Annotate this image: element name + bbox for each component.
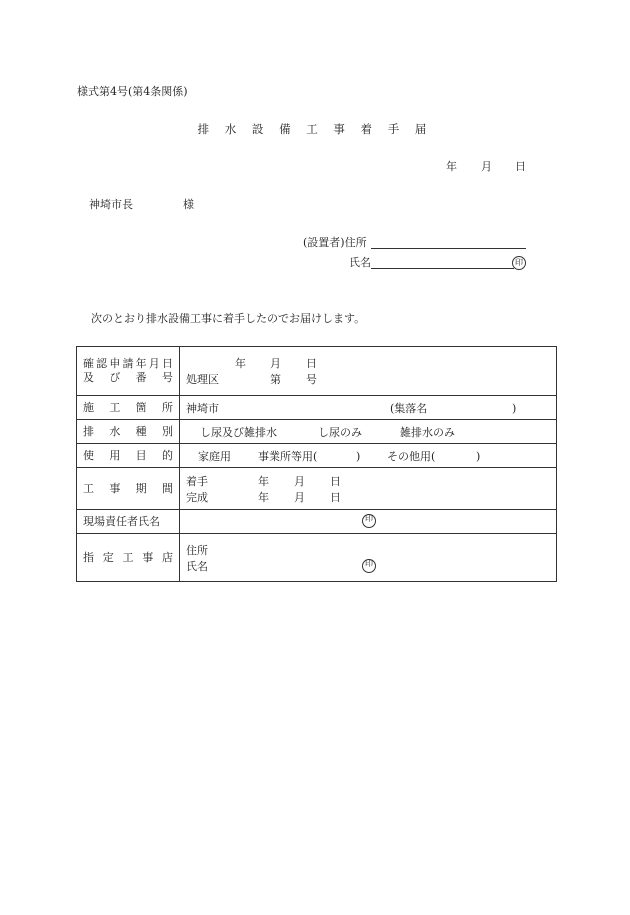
row-supervisor — [77, 510, 557, 534]
location-city: 神埼市 — [186, 401, 219, 415]
period-start-year: 年 — [258, 474, 269, 488]
applicant-name-label: 氏名 — [349, 256, 371, 269]
drainage-option-sewage-only[interactable]: し尿のみ — [318, 425, 362, 439]
purpose-household[interactable]: 家庭用 — [198, 449, 231, 463]
date-day: 日 — [515, 160, 526, 173]
confirm-day: 日 — [306, 356, 317, 370]
notice-text: 次のとおり排水設備工事に着手したのでお届けします。 — [91, 312, 366, 325]
number-suffix: 号 — [306, 372, 317, 386]
confirm-year: 年 — [235, 356, 246, 370]
purpose-business-close: ) — [356, 449, 361, 463]
label-confirmation-line2: 及 び 番 号 — [83, 371, 173, 384]
label-confirmation — [77, 347, 180, 396]
period-end-year: 年 — [258, 490, 269, 504]
supervisor-seal-icon: 印 — [362, 514, 376, 528]
date-year: 年 — [446, 160, 457, 173]
period-end-day: 日 — [330, 490, 341, 504]
contractor-seal-icon: 印 — [362, 559, 376, 573]
location-village-open: (集落名 — [390, 401, 428, 415]
field-supervisor[interactable] — [180, 510, 557, 534]
application-table — [76, 346, 557, 582]
applicant-name-line[interactable] — [371, 268, 514, 269]
form-number: 様式第4号(第4条関係) — [77, 85, 188, 98]
field-contractor[interactable] — [180, 534, 557, 582]
label-confirmation-line1: 確 認 申 請 年 月 日 — [83, 357, 173, 370]
period-start-label: 着手 — [186, 474, 208, 488]
period-end-month: 月 — [294, 490, 305, 504]
number-prefix: 第 — [270, 372, 281, 386]
label-supervisor: 現場責任者氏名 — [77, 510, 180, 534]
label-contractor: 指 定 工 事 店 — [77, 534, 180, 582]
label-period: 工 事 期 間 — [77, 468, 180, 510]
document-title: 排 水 設 備 工 事 着 手 届 — [197, 122, 433, 136]
contractor-name-label: 氏名 — [186, 559, 208, 573]
field-period[interactable] — [180, 468, 557, 510]
confirm-month: 月 — [270, 356, 281, 370]
row-location — [77, 396, 557, 420]
addressee-honorific: 様 — [183, 198, 194, 211]
row-drainage-type — [77, 420, 557, 444]
field-purpose[interactable] — [180, 444, 557, 468]
label-drainage-type: 排 水 種 別 — [77, 420, 180, 444]
drainage-option-both[interactable]: し尿及び雑排水 — [200, 425, 277, 439]
period-start-month: 月 — [294, 474, 305, 488]
label-location: 施 工 箇 所 — [77, 396, 180, 420]
applicant-address-label: (設置者)住所 — [303, 236, 367, 249]
field-confirmation[interactable] — [180, 347, 557, 396]
date-month: 月 — [481, 160, 492, 173]
field-drainage-type[interactable] — [180, 420, 557, 444]
row-confirmation — [77, 347, 557, 396]
purpose-business[interactable]: 事業所等用( — [258, 449, 318, 463]
purpose-other-close: ) — [476, 449, 481, 463]
row-contractor — [77, 534, 557, 582]
addressee-name: 神埼市長 — [89, 198, 133, 211]
drainage-option-gray-only[interactable]: 雑排水のみ — [400, 425, 455, 439]
label-purpose: 使 用 目 的 — [77, 444, 180, 468]
field-location[interactable] — [180, 396, 557, 420]
contractor-address-label: 住所 — [186, 543, 208, 557]
row-purpose — [77, 444, 557, 468]
applicant-address-line[interactable] — [371, 248, 526, 249]
row-period — [77, 468, 557, 510]
purpose-other[interactable]: その他用( — [387, 449, 436, 463]
district-label: 処理区 — [186, 372, 219, 386]
applicant-seal-icon: 印 — [512, 256, 526, 270]
location-village-close: ) — [512, 401, 517, 415]
period-end-label: 完成 — [186, 490, 208, 504]
period-start-day: 日 — [330, 474, 341, 488]
